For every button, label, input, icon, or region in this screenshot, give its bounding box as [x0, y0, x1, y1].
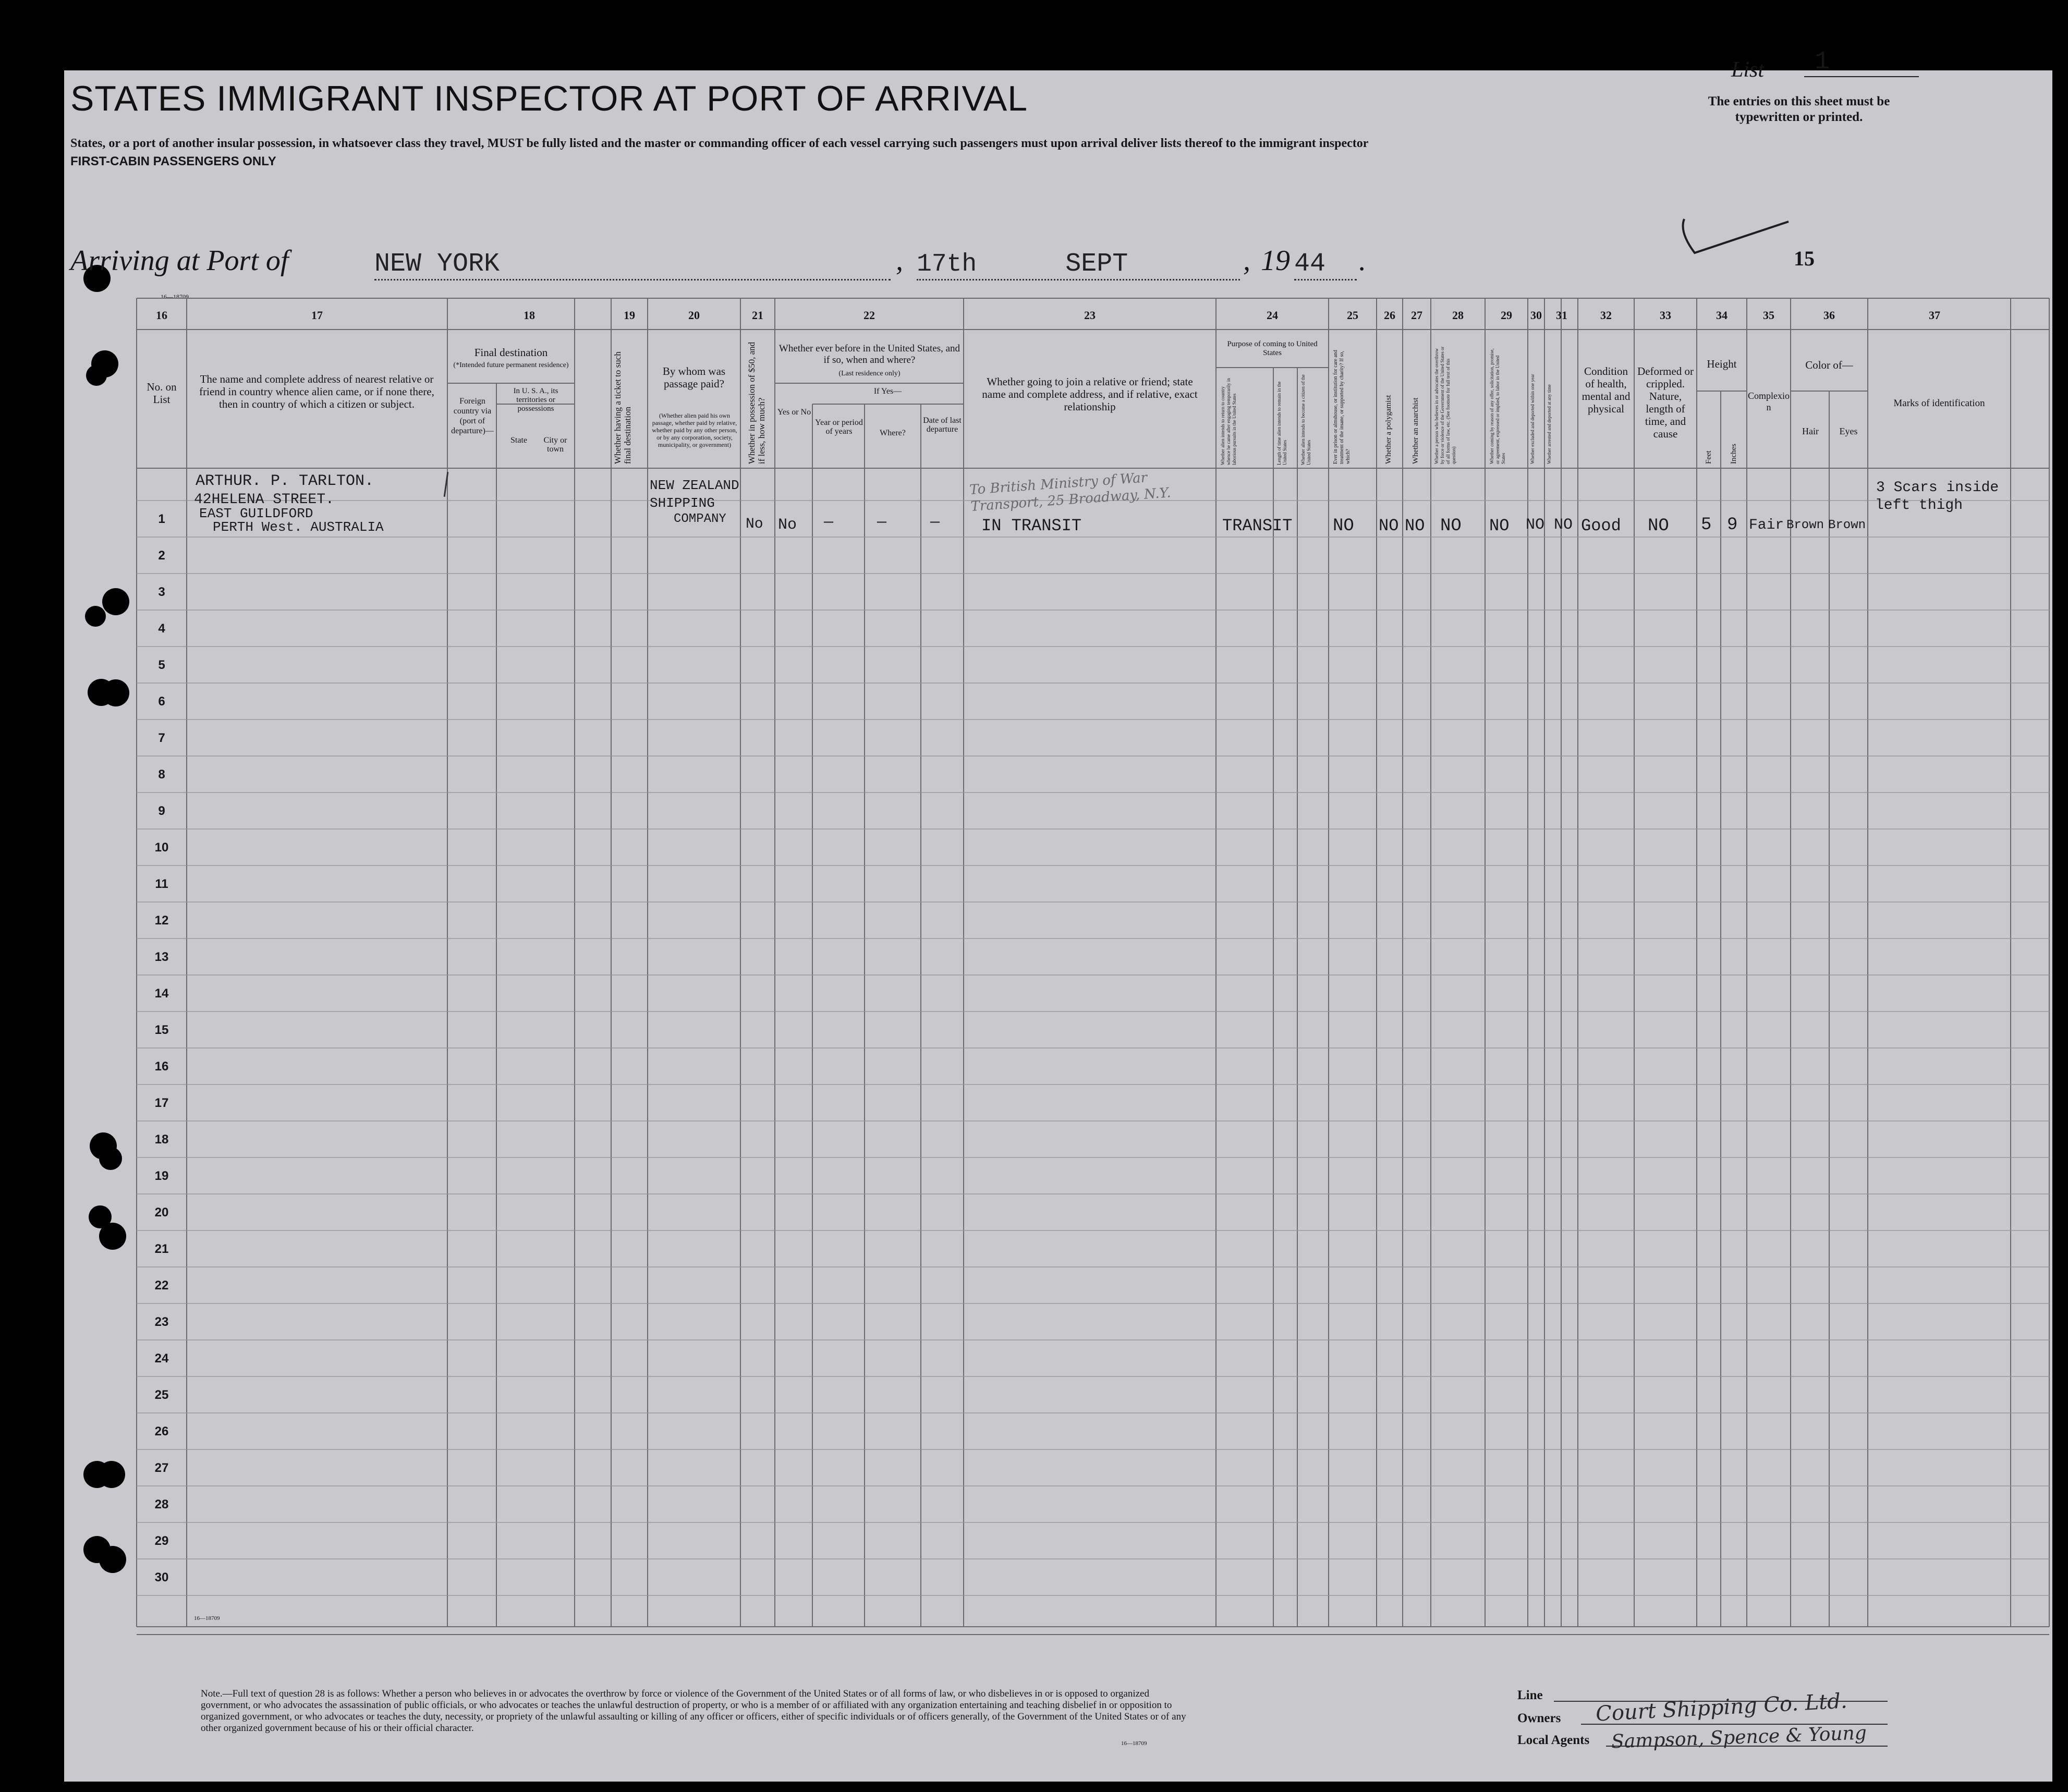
page-title: STATES IMMIGRANT INSPECTOR AT PORT OF ARRIVAL — [70, 79, 1028, 118]
passage-paid-1: NEW ZEALAND — [650, 478, 739, 493]
col-37-number: 37 — [1929, 309, 1940, 322]
col-36-header: Color of— — [1805, 359, 1853, 371]
join-relative-note: To British Ministry of War Transport, 25 Broadway, N.Y. — [969, 470, 1172, 515]
passage-paid-3: COMPANY — [674, 512, 726, 526]
col-18-state: State — [510, 436, 527, 445]
anarchist: NO — [1405, 516, 1425, 535]
before-in-us: No — [778, 516, 797, 534]
col-31-header: Whether arrested and deported at any time — [1547, 384, 1552, 464]
identification-marks-1: 3 Scars inside — [1876, 480, 1999, 496]
row-number: 10 — [154, 840, 169, 855]
year-prefix: 19 — [1261, 245, 1290, 277]
row-number: 11 — [155, 877, 168, 891]
form-code: 16—18709 — [161, 293, 189, 300]
row-number: 21 — [154, 1242, 169, 1256]
row-number: 5 — [158, 658, 165, 672]
where-dash: — — [877, 514, 887, 531]
col-18-foreign: Foreign country via (port of departure)— — [451, 397, 494, 435]
col-35-header: Complexion — [1748, 391, 1790, 412]
col-36-hair: Hair — [1802, 426, 1819, 436]
col-22-year: Year or period of years — [815, 418, 863, 436]
col-24-return: Whether alien intends to return to country whence he came after engaging temporarily in laborious pursuits in the United States — [1220, 378, 1237, 465]
row-number: 17 — [154, 1096, 169, 1110]
col-29-number: 29 — [1501, 309, 1512, 322]
row-number: 3 — [158, 585, 165, 599]
row-number: 27 — [154, 1461, 169, 1475]
col-20-number: 20 — [688, 309, 700, 322]
col-25-header: Ever in prison or almshouse, or institution for care and treatment of the insane, or supported by charity? If so, which? — [1333, 350, 1351, 464]
col-18-subheader: (*Intended future permanent residence) — [453, 361, 569, 369]
col-22-number: 22 — [863, 309, 875, 322]
col-18-number: 18 — [524, 309, 535, 322]
row-number: 26 — [154, 1424, 169, 1439]
col-24-length: Length of time alien intends to remain in the United States — [1276, 381, 1287, 465]
col-36-eyes: Eyes — [1839, 426, 1858, 436]
prison-almshouse: NO — [1333, 516, 1354, 536]
col-22-ifyes: If Yes— — [873, 387, 902, 396]
polygamist: NO — [1379, 516, 1399, 535]
col-34-number: 34 — [1716, 309, 1728, 322]
row-number: 4 — [158, 621, 165, 636]
col-32-number: 32 — [1600, 309, 1612, 322]
row-number: 30 — [154, 1570, 169, 1584]
col-27-header: Whether an anarchist — [1412, 397, 1420, 464]
row-number: 19 — [154, 1169, 169, 1183]
row-number: 18 — [154, 1132, 169, 1147]
col-34-feet: Feet — [1705, 450, 1713, 464]
col-30-number: 30 — [1530, 309, 1542, 322]
col-21-header: Whether in possession of $50, and if less, how much? — [747, 342, 767, 464]
overthrow-question: NO — [1440, 516, 1462, 536]
row-number: 13 — [154, 950, 169, 964]
footer-form-code: 16—18709 — [1121, 1740, 1147, 1747]
row-number: 8 — [158, 767, 165, 782]
col-19-header: Whether having a ticket to such final destination — [613, 351, 632, 464]
col-16-header: No. on List — [147, 381, 177, 406]
footnote: Note.—Full text of question 28 is as follows: Whether a person who believes in or advocates the overthrow by force or violence of the Government of the United States or of all forms of law, or who disbelieves in or is opposed to organized government, or who advocates the assassination of public officials, or who advocates or teaches the unlawful destruction of property, or who is a member of or affiliated with any organization entertaining and teaching disbelief in or opposition to organized government, or who advocates or teaches the duty, necessity, or propriety of the unlawful assaulting or killing of any officer or officers, either of specific individuals or of officers generally, of the Government of the United States or of any other organized government because of his or their official character. — [201, 1688, 1186, 1734]
local-agents-signature: Sampson, Spence & Young — [1611, 1722, 1867, 1753]
col-23-header: Whether going to join a relative or friend; state name and complete address, and if relative, exact relationship — [982, 375, 1198, 413]
owners-signature: Court Shipping Co. Ltd. — [1595, 1689, 1848, 1726]
col-21-number: 21 — [752, 309, 763, 322]
relative-name: ARTHUR. P. TARLTON. — [196, 472, 374, 490]
col-22-header: Whether ever before in the United States, and if so, when and where? — [778, 343, 960, 365]
row-number: 20 — [154, 1205, 169, 1220]
excluded-deported: NO — [1526, 516, 1545, 534]
header-subtitle: States, or a port of another insular possession, in whatsoever class they travel, MUST be fully listed and the master or commanding officer of each vessel carrying such passengers must upon arrival deliver lists thereof to the immigrant inspector — [70, 137, 1369, 150]
row-number: 23 — [154, 1315, 169, 1329]
col-36-number: 36 — [1823, 309, 1835, 322]
page-number: 15 — [1794, 247, 1815, 270]
relative-address-1: 42HELENA STREET. — [194, 492, 334, 508]
col-26-number: 26 — [1384, 309, 1395, 322]
col-34-header: Height — [1707, 358, 1737, 370]
row-number: 14 — [154, 986, 169, 1001]
purpose: TRANSIT — [1222, 516, 1293, 535]
row-number: 16 — [154, 1059, 169, 1074]
typewritten-note: The entries on this sheet must be typewritten or printed. — [1708, 94, 1890, 124]
col-31-number: 31 — [1556, 309, 1567, 322]
col-35-number: 35 — [1763, 309, 1774, 322]
col-18-header: Final destination — [474, 346, 548, 359]
list-number: 1 — [1804, 48, 1919, 77]
row-number: 6 — [158, 694, 165, 709]
col-22-where: Where? — [880, 429, 906, 437]
complexion: Fair — [1749, 517, 1784, 533]
col-33-header: Deformed or crippled. Nature, length of time, and cause — [1637, 365, 1694, 440]
col-20-header: By whom was passage paid? — [662, 365, 726, 390]
row-number: 12 — [154, 913, 169, 928]
line-label: Line — [1517, 1688, 1543, 1702]
identification-marks-2: left thigh — [1875, 497, 1963, 514]
col-24-header: Purpose of coming to United States — [1227, 340, 1318, 357]
join-relative: IN TRANSIT — [981, 516, 1082, 535]
has-fifty-dollars: No — [746, 516, 763, 532]
col-17-header: The name and complete address of nearest relative or friend in country whence alien came, or if none there, then in country of which a citizen or subject. — [199, 373, 434, 410]
col-19-number: 19 — [624, 309, 635, 322]
table-form-code: 16—18709 — [194, 1615, 220, 1622]
col-18-city: City or town — [543, 436, 567, 454]
row-number: 2 — [158, 548, 165, 563]
port-value: NEW YORK — [374, 249, 500, 279]
first-cabin-label: FIRST-CABIN PASSENGERS ONLY — [70, 154, 276, 168]
deformed: NO — [1648, 516, 1669, 536]
col-24-citizen: Whether alien intends to become a citizen of the United States — [1300, 374, 1311, 465]
day-value: 17th — [917, 250, 977, 278]
date-dash: — — [930, 514, 940, 531]
owners-label: Owners — [1517, 1711, 1561, 1725]
local-agents-label: Local Agents — [1517, 1733, 1590, 1747]
row-number: 24 — [154, 1351, 169, 1366]
col-27-number: 27 — [1411, 309, 1422, 322]
year-value: 44 — [1294, 249, 1326, 279]
col-17-number: 17 — [311, 309, 323, 322]
col-29-header: Whether coming by reason of any offer, solicitation, promise, or agreement, expressed or implied, to labor in the United States — [1489, 348, 1506, 464]
row-number: 7 — [158, 731, 165, 745]
month-value: SEPT — [1065, 249, 1128, 279]
col-22-date: Date of last departure — [923, 416, 962, 434]
height-feet: 5 — [1701, 515, 1712, 535]
passage-paid-2: SHIPPING — [650, 495, 715, 511]
col-32-header: Condition of health, mental and physical — [1582, 365, 1631, 415]
health-condition: Good — [1581, 516, 1621, 535]
col-18-usa: In U. S. A., its territories or possessions — [513, 387, 558, 413]
row-number: 29 — [154, 1534, 169, 1548]
col-20-subheader: (Whether alien paid his own passage, whether paid by relative, whether paid by any other person, or by any corporation, society, municipality, or government) — [652, 412, 737, 448]
col-26-header: Whether a polygamist — [1384, 395, 1393, 464]
col-22-subheader: (Last residence only) — [838, 370, 901, 377]
comma-1: , — [896, 245, 903, 277]
col-37-header: Marks of identification — [1893, 398, 1985, 409]
arriving-label: Arriving at Port of — [70, 245, 289, 277]
col-30-header: Whether excluded and deported within one year — [1530, 374, 1535, 464]
col-22-yesno: Yes or No — [777, 408, 811, 417]
col-33-number: 33 — [1660, 309, 1671, 322]
eye-color: Brown — [1828, 518, 1866, 532]
col-28-number: 28 — [1452, 309, 1464, 322]
row-number: 22 — [154, 1278, 169, 1293]
col-24-number: 24 — [1267, 309, 1278, 322]
period: . — [1359, 245, 1366, 277]
col-28-header: Whether a person who believes in or advocates the overthrow by force or violence of the Government of the United States or of all forms of law, etc. (See footnote for full text of this question) — [1434, 346, 1456, 464]
labor-offer: NO — [1489, 516, 1510, 535]
row-number: 1 — [158, 512, 165, 526]
row-number: 28 — [154, 1497, 169, 1511]
col-25-number: 25 — [1347, 309, 1358, 322]
relative-address-3: PERTH West. AUSTRALIA — [213, 519, 384, 535]
list-label: List — [1731, 58, 1765, 82]
col-16-number: 16 — [156, 309, 167, 322]
year-dash: — — [824, 514, 834, 531]
col-34-inches: Inches — [1730, 443, 1738, 464]
arrested-deported: NO — [1554, 516, 1573, 534]
relative-address-2: EAST GUILDFORD — [199, 506, 313, 521]
height-inches: 9 — [1727, 515, 1738, 535]
row-number: 15 — [154, 1023, 169, 1037]
hair-color: Brown — [1786, 518, 1824, 532]
row-number: 25 — [154, 1388, 169, 1402]
row-number: 9 — [158, 804, 165, 818]
col-23-number: 23 — [1084, 309, 1096, 322]
comma-2: , — [1243, 245, 1250, 277]
